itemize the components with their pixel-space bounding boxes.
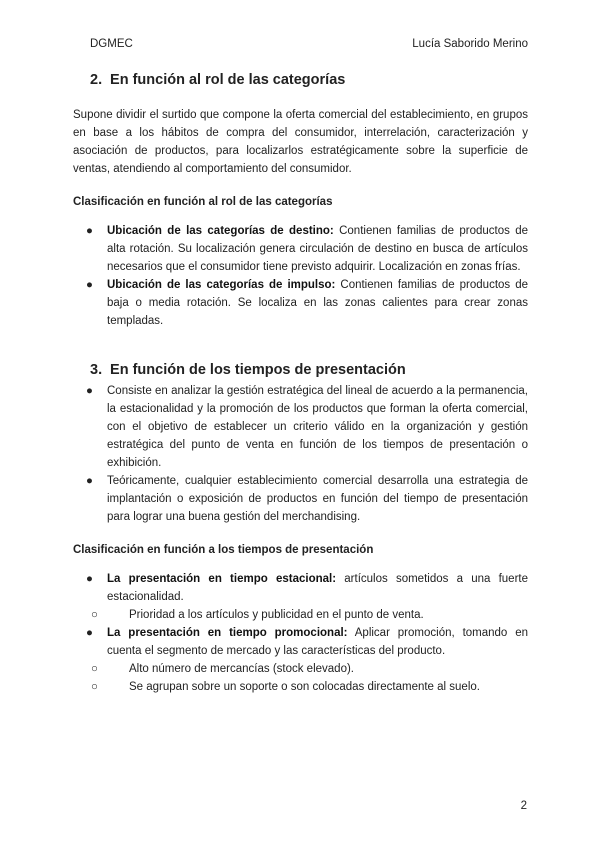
bullet-text: Consiste en analizar la gestión estratégica del lineal de acuerdo a la permanencia, la estacionalidad y la promoción de los productos que forman la oferta comercial, con el objetivo de establecer un criterio válido en la organización y gestión estratégica del punto de venta en función de los tiempos de presentación o exhibición.: [107, 385, 528, 469]
sub-list-item: [73, 606, 528, 624]
sub-bullet-circle: ○: [91, 609, 98, 621]
bullet-text: Aplicar promoción, tomando en cuenta el segmento de mercado y las características del producto.: [107, 627, 528, 657]
list-item: [73, 624, 528, 696]
bullet-bold-label: La presentación en tiempo estacional:: [107, 573, 337, 585]
sub-list-item: [73, 678, 528, 696]
bullet-text: Teóricamente, cualquier establecimiento comercial desarrolla una estrategia de implantación o exposición de productos en función del tiempo de presentación para lograr una buena gestión del merchandising.: [107, 475, 528, 523]
bullet-dot: ●: [86, 573, 93, 585]
bullet-dot: ●: [86, 627, 93, 639]
bullet-dot: ●: [86, 475, 93, 487]
section-3-number: 3.: [90, 362, 103, 378]
bullet-text: Contienen familias de productos de baja o media rotación. Se localiza en las zonas calientes para crear zonas templadas.: [107, 279, 528, 327]
section-2-heading: [73, 70, 528, 90]
page-number: 2: [520, 800, 527, 812]
bullet-dot: ●: [86, 279, 93, 291]
page-content: [73, 70, 528, 696]
list-item: [73, 382, 528, 472]
section-2-bullet-list: [73, 222, 528, 330]
bullet-bold-label: La presentación en tiempo promocional:: [107, 627, 348, 639]
sub-list: [73, 606, 528, 624]
sub-bullet-text: Alto número de mercancías (stock elevado).: [129, 663, 354, 675]
section-2-title: En función al rol de las categorías: [110, 72, 346, 88]
section-3-subheading: Clasificación en función a los tiempos de presentación: [73, 544, 374, 556]
sub-bullet-text: Prioridad a los artículos y publicidad en el punto de venta.: [129, 609, 424, 621]
list-item: [73, 276, 528, 330]
section-2-number: 2.: [90, 72, 103, 88]
bullet-dot: ●: [86, 225, 93, 237]
bullet-bold-label: Ubicación de las categorías de destino:: [107, 225, 334, 237]
list-item: [73, 570, 528, 624]
sub-bullet-circle: ○: [91, 681, 98, 693]
bullet-text: artículos sometidos a una fuerte estacionalidad.: [107, 573, 528, 603]
section-3-class-list: [73, 570, 528, 696]
section-3-bullet-list: [73, 382, 528, 526]
sub-list: [73, 660, 528, 696]
header-left: DGMEC: [90, 38, 133, 50]
bullet-bold-label: Ubicación de las categorías de impulso:: [107, 279, 336, 291]
sub-bullet-text: Se agrupan sobre un soporte o son colocadas directamente al suelo.: [129, 681, 480, 693]
header-right: Lucía Saborido Merino: [412, 38, 528, 50]
section-3-heading: [73, 360, 528, 380]
section-2-intro: Supone dividir el surtido que compone la oferta comercial del establecimiento, en grupos en base a los hábitos de compra del consumidor, interrelación, caracterización y asociación de productos, para localizarlos estratégicamente sobre la superficie de ventas, atendiendo al comportamiento del consumidor.: [73, 109, 528, 175]
list-item: [73, 472, 528, 526]
sub-bullet-circle: ○: [91, 663, 98, 675]
section-3-title: En función de los tiempos de presentación: [110, 362, 406, 378]
section-2-subheading: Clasificación en función al rol de las categorías: [73, 196, 333, 208]
sub-list-item: [73, 660, 528, 678]
bullet-dot: ●: [86, 385, 93, 397]
list-item: [73, 222, 528, 276]
bullet-text: Contienen familias de productos de alta rotación. Su localización genera circulación de destino en busca de artículos necesarios que el consumidor tiene previsto adquirir. Localización en zonas frías.: [107, 225, 528, 273]
